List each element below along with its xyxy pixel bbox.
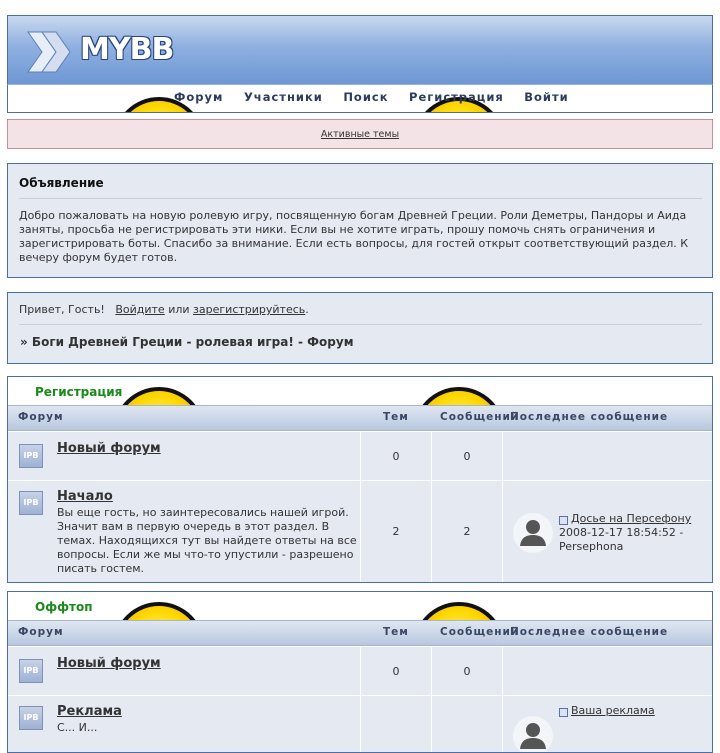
- forum-name-link[interactable]: Новый форум: [57, 441, 161, 456]
- nav-members[interactable]: Участники: [243, 90, 323, 104]
- last-post-cell: [503, 432, 712, 480]
- nav-register[interactable]: Регистрация: [409, 90, 504, 104]
- forum-status-icon: IPB: [19, 491, 43, 515]
- welcome-box: [7, 292, 713, 364]
- forum-row: [8, 431, 712, 480]
- topics-count: 0: [392, 450, 400, 463]
- column-last-post: Последнее сообщение: [510, 626, 669, 638]
- forum-status-icon: IPB: [19, 659, 43, 683]
- forum-row: [8, 695, 712, 753]
- category-header: [8, 592, 712, 620]
- topics-cell: [361, 647, 432, 695]
- site-header: [7, 15, 713, 84]
- posts-count: 2: [463, 525, 471, 538]
- forum-status-icon: IPB: [19, 706, 43, 730]
- logo-chevrons-icon: [26, 30, 72, 74]
- last-post-cell: [503, 696, 712, 753]
- forum-cell: [8, 647, 361, 695]
- announcement-text: Добро пожаловать на новую ролевую игру, посвященную богам Древней Греции. Роли Деметры, Пандоры и Аида заняты, просьба не регистрировать эти ники. Если вы не хотите играть, прошу помочь снять ограничения и зарегистрировать боты. Спасибо за внимание. Если есть вопросы, для гостей открыт соответствующий раздел. К вечеру форум будет готов.: [19, 209, 689, 264]
- divider: [19, 198, 702, 199]
- topics-count: 0: [392, 665, 400, 678]
- forum-description: Вы еще гость, но заинтересовались нашей игрой. Значит вам в первую очередь в этот раздел. В темах. Находящихся тут вы найдете ответы на все вопросы. Если же мы что-то упустили - разрешено писать гостем.: [57, 506, 357, 575]
- column-header: [8, 620, 712, 646]
- breadcrumb[interactable]: » Боги Древней Греции - ролевая игра! - Форум: [20, 335, 354, 349]
- posts-count: 0: [463, 450, 471, 463]
- user-avatar[interactable]: [513, 513, 553, 553]
- posts-cell: [432, 647, 503, 695]
- forum-description: С... И...: [57, 721, 98, 734]
- posts-cell: [432, 481, 503, 583]
- greeting-suffix: .: [305, 303, 309, 316]
- forum-cell: [8, 696, 361, 753]
- page: [7, 15, 713, 753]
- topics-cell: [361, 696, 432, 753]
- posts-count: 0: [463, 665, 471, 678]
- category-title[interactable]: Регистрация: [35, 385, 123, 399]
- user-silhouette-icon: [513, 716, 553, 753]
- forum-row: [8, 646, 712, 695]
- active-topics-bar: [7, 119, 713, 149]
- user-avatar[interactable]: [513, 716, 553, 753]
- category-offtopic: [7, 591, 713, 753]
- topics-cell: [361, 481, 432, 583]
- column-forum: Форум: [18, 411, 64, 423]
- category-header: [8, 377, 712, 405]
- smiley-decoration-icon: [413, 602, 505, 620]
- posts-cell: [432, 696, 503, 753]
- forum-cell: [8, 481, 361, 583]
- site-logo[interactable]: MYBB: [80, 32, 174, 67]
- last-post-icon: [559, 708, 568, 717]
- greeting: [19, 303, 702, 316]
- forum-name-link[interactable]: Начало: [57, 489, 113, 504]
- column-topics: Тем: [383, 411, 409, 423]
- greeting-prefix: Привет, Гость!: [19, 303, 105, 316]
- forum-status-icon: IPB: [19, 444, 43, 468]
- column-last-post: Последнее сообщение: [510, 411, 669, 423]
- last-post-meta: 2008-12-17 18:54:52 - Persephona: [559, 526, 684, 553]
- topics-cell: [361, 432, 432, 480]
- column-posts: Сообщений: [440, 411, 520, 423]
- last-post-cell: [503, 647, 712, 695]
- forum-name-link[interactable]: Новый форум: [57, 656, 161, 671]
- main-nav: [7, 84, 713, 113]
- column-forum: Форум: [18, 626, 64, 638]
- smiley-decoration-icon: [113, 387, 205, 405]
- announcement-box: [7, 163, 713, 278]
- column-posts: Сообщений: [440, 626, 520, 638]
- divider: [19, 324, 702, 325]
- topics-count: 2: [392, 525, 400, 538]
- forum-name-link[interactable]: Реклама: [57, 704, 122, 719]
- forum-row: [8, 480, 712, 583]
- last-post-icon: [559, 516, 568, 525]
- posts-cell: [432, 432, 503, 480]
- nav-search[interactable]: Поиск: [343, 90, 389, 104]
- user-silhouette-icon: [513, 513, 553, 553]
- smiley-decoration-icon: [113, 602, 205, 620]
- last-post-link[interactable]: Досье на Персефону: [571, 512, 692, 525]
- last-post-link[interactable]: Ваша реклама: [571, 704, 655, 717]
- register-link[interactable]: зарегистрируйтесь: [193, 303, 306, 316]
- column-topics: Тем: [383, 626, 409, 638]
- nav-login[interactable]: Войти: [524, 90, 569, 104]
- nav-forum[interactable]: Форум: [174, 90, 224, 104]
- login-link[interactable]: Войдите: [115, 303, 165, 316]
- column-header: [8, 405, 712, 431]
- active-topics-link[interactable]: Активные темы: [320, 129, 400, 140]
- announcement-title: Объявление: [19, 176, 104, 190]
- greeting-or: или: [168, 303, 190, 316]
- last-post-cell: [503, 481, 712, 583]
- smiley-decoration-icon: [413, 387, 505, 405]
- category-title[interactable]: Оффтоп: [35, 600, 93, 614]
- forum-cell: [8, 432, 361, 480]
- category-registration: [7, 376, 713, 583]
